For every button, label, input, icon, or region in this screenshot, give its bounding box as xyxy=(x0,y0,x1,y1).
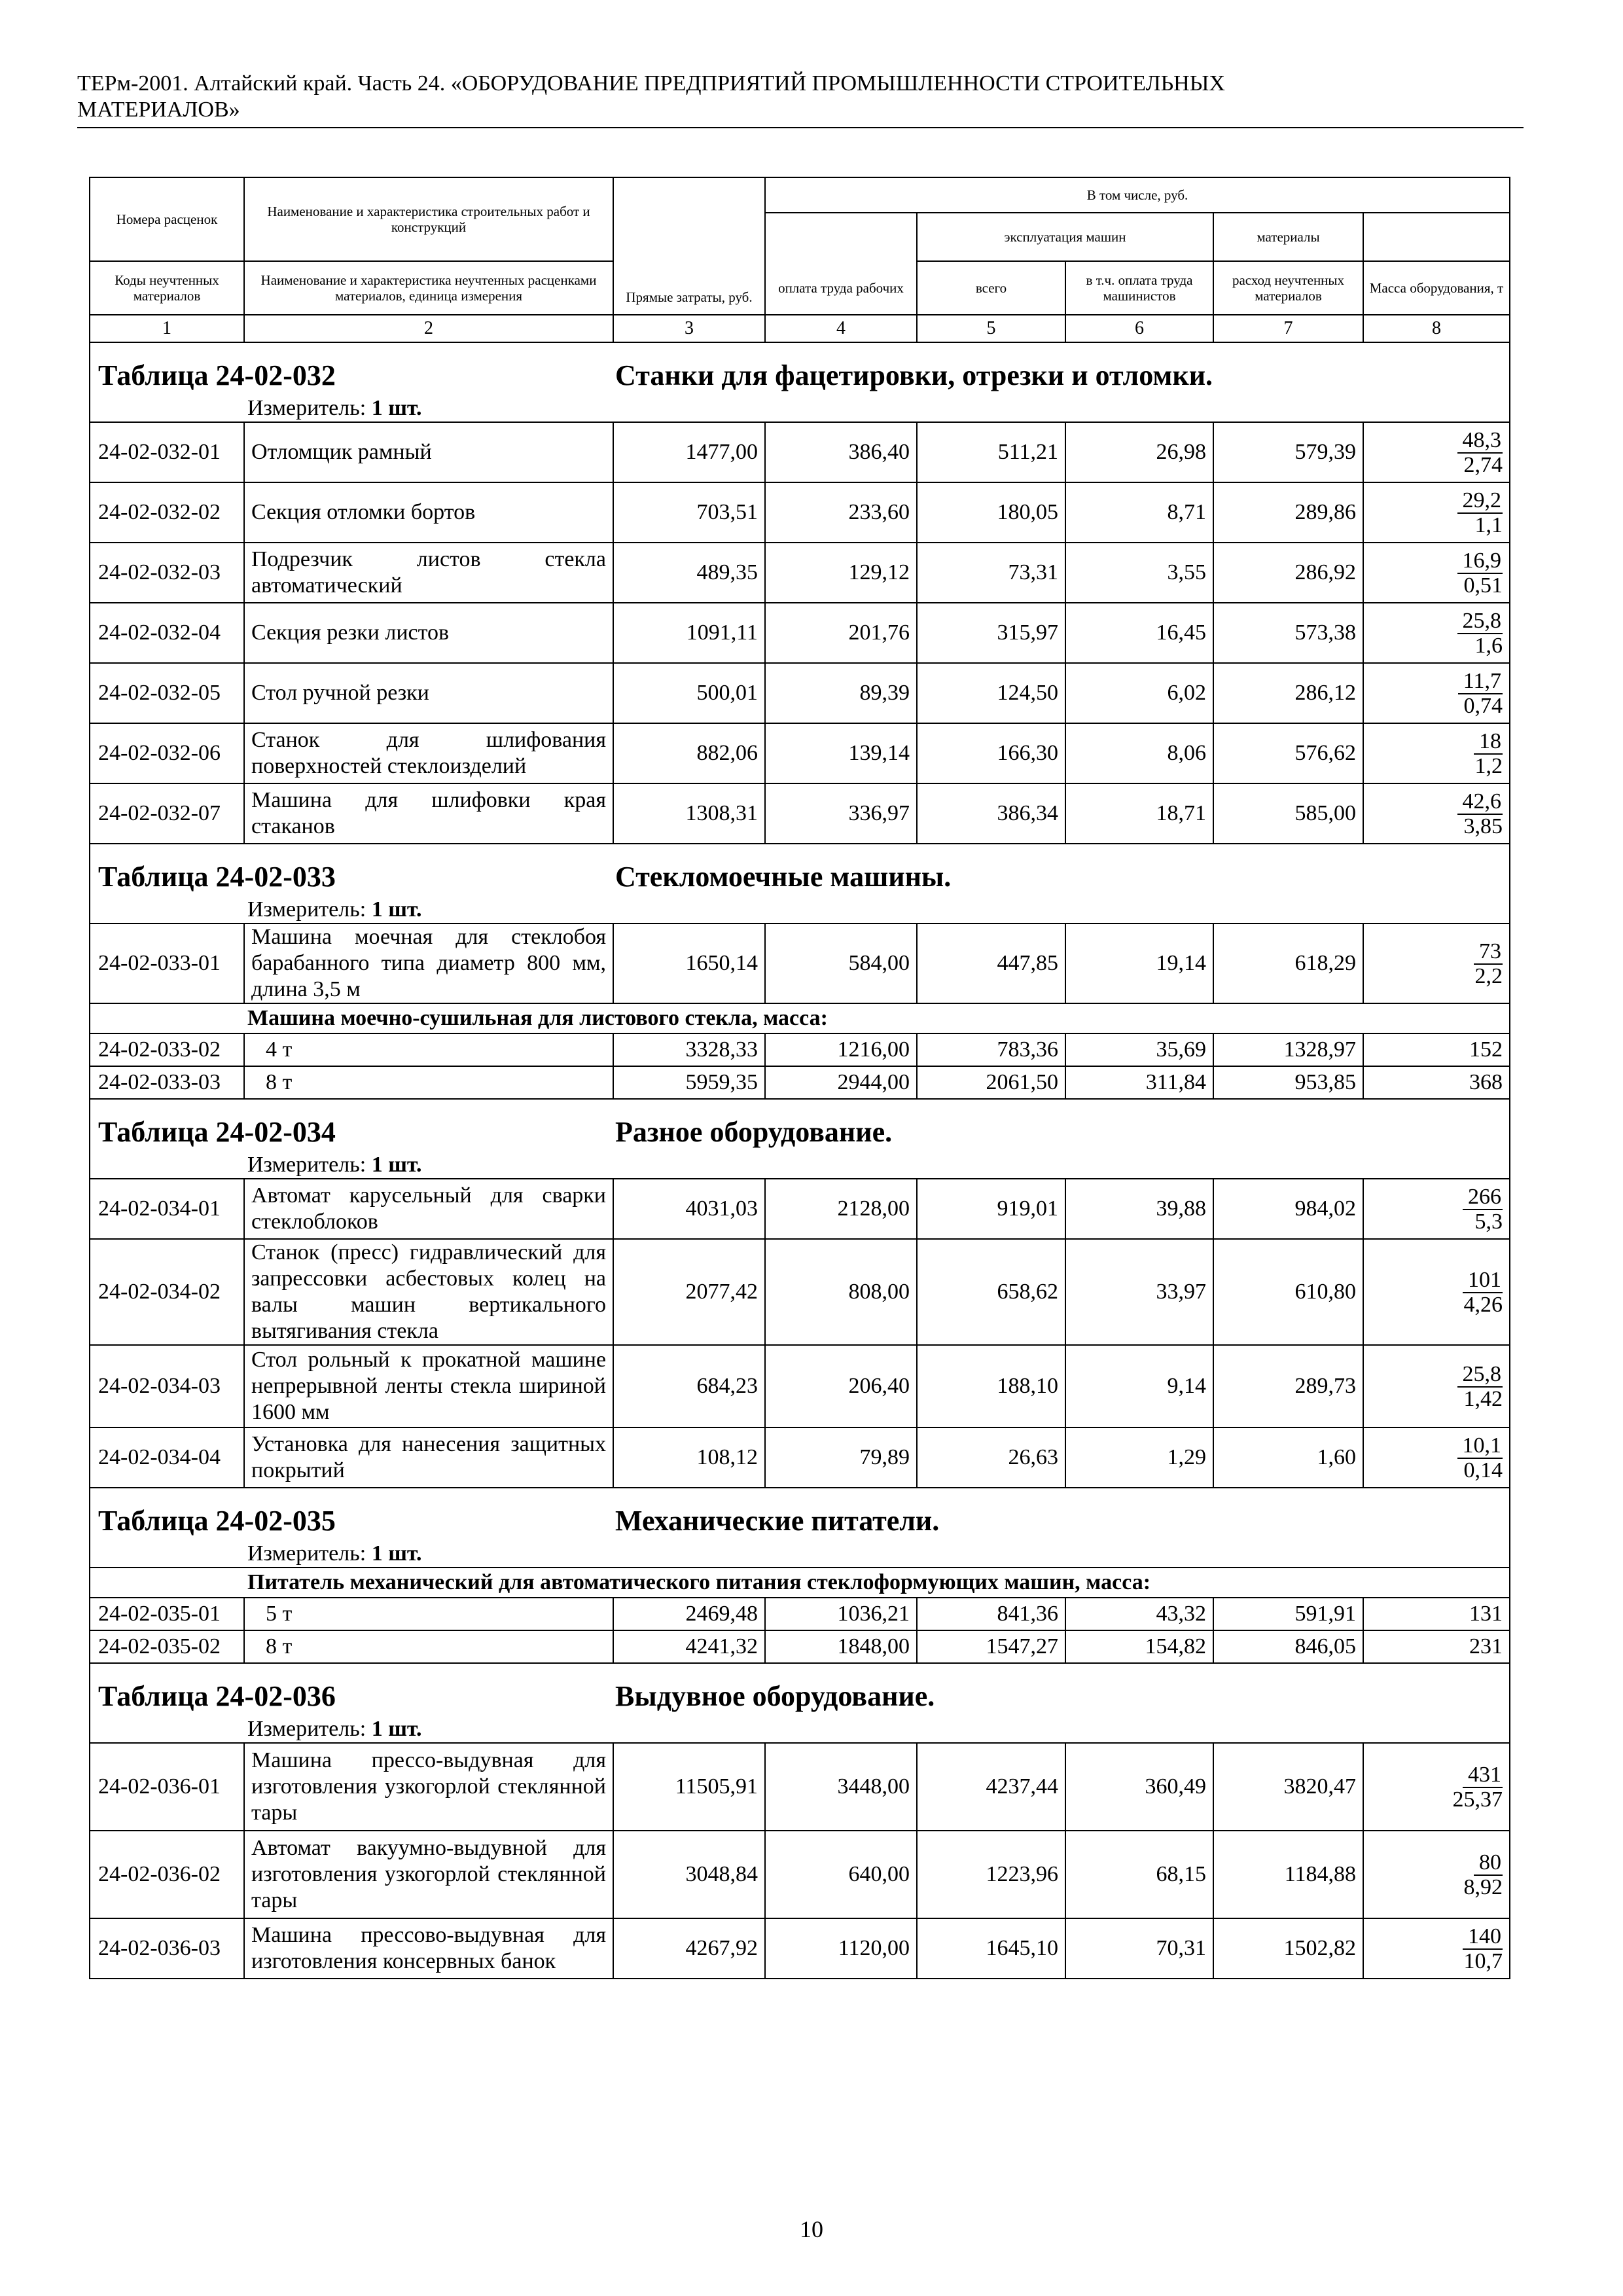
table-row xyxy=(90,422,1510,482)
direct-cost: 703,51 xyxy=(613,482,765,543)
labor-cost: 129,12 xyxy=(765,543,917,603)
labor-hours: 11,7 xyxy=(1458,670,1503,694)
direct-cost: 1650,14 xyxy=(613,924,765,1003)
labor-hours: 266 xyxy=(1463,1185,1503,1210)
measure-label: Измеритель: xyxy=(247,396,366,420)
machine-cost: 2061,50 xyxy=(917,1066,1065,1099)
materials-cost: 1184,88 xyxy=(1213,1831,1363,1918)
subgroup-row xyxy=(90,1568,1510,1598)
section-measure xyxy=(247,1541,422,1567)
equipment-mass: 8,92 xyxy=(1463,1875,1503,1899)
section-header-cell xyxy=(90,844,1510,924)
direct-cost: 4031,03 xyxy=(613,1179,765,1239)
table-row xyxy=(90,924,1510,1003)
table-row xyxy=(90,1427,1510,1488)
rate-name: Стол рольный к прокатной машине непрерывной ленты стекла шириной 1600 мм xyxy=(244,1345,613,1427)
table-head-row xyxy=(90,261,1510,315)
table-head-row xyxy=(90,177,1510,213)
rate-name: Отломщик рамный xyxy=(244,422,613,482)
labor-hours: 73 xyxy=(1474,940,1503,965)
machine-labor-cost: 19,14 xyxy=(1065,924,1213,1003)
labor-cost: 808,00 xyxy=(765,1239,917,1345)
equipment-mass: 2,2 xyxy=(1474,964,1503,988)
rate-code: 24-02-033-01 xyxy=(90,924,244,1003)
table-row xyxy=(90,1345,1510,1427)
column-number: 6 xyxy=(1065,315,1213,342)
equipment-mass: 3,85 xyxy=(1463,814,1503,838)
machine-cost: 26,63 xyxy=(917,1427,1065,1488)
machine-cost: 658,62 xyxy=(917,1239,1065,1345)
rate-code: 24-02-036-03 xyxy=(90,1918,244,1979)
machine-labor-cost: 70,31 xyxy=(1065,1918,1213,1979)
section-header-cell xyxy=(90,1488,1510,1568)
machine-cost: 386,34 xyxy=(917,783,1065,844)
labor-hours: 431 xyxy=(1463,1763,1503,1788)
labor-mass-fraction xyxy=(1363,783,1510,844)
measure-value: 1 шт. xyxy=(371,1541,422,1566)
rate-name: 4 т xyxy=(244,1033,613,1066)
head-col2-top: Наименование и характеристика строительных работ и конструкций xyxy=(244,177,613,261)
labor-mass-fraction xyxy=(1363,1239,1510,1345)
rate-code: 24-02-032-01 xyxy=(90,422,244,482)
column-number: 2 xyxy=(244,315,613,342)
page-header xyxy=(77,71,1543,123)
labor-cost: 2944,00 xyxy=(765,1066,917,1099)
rate-code: 24-02-032-05 xyxy=(90,663,244,723)
section-title: Механические питатели. xyxy=(615,1505,940,1537)
labor-hours: 25,8 xyxy=(1457,609,1503,634)
section-header-cell xyxy=(90,1099,1510,1179)
materials-cost: 576,62 xyxy=(1213,723,1363,783)
machine-cost: 919,01 xyxy=(917,1179,1065,1239)
machine-labor-cost: 154,82 xyxy=(1065,1630,1213,1663)
rate-name: 8 т xyxy=(244,1066,613,1099)
head-group: В том числе, руб. xyxy=(765,177,1510,213)
column-numbers-row xyxy=(90,315,1510,342)
machine-labor-cost: 3,55 xyxy=(1065,543,1213,603)
equipment-mass: 4,26 xyxy=(1463,1293,1503,1317)
labor-cost: 233,60 xyxy=(765,482,917,543)
equipment-mass: 0,74 xyxy=(1463,694,1503,718)
measure-label: Измеритель: xyxy=(247,1717,366,1741)
table-row xyxy=(90,1630,1510,1663)
direct-cost: 4241,32 xyxy=(613,1630,765,1663)
column-number: 8 xyxy=(1363,315,1510,342)
section-title: Выдувное оборудование. xyxy=(615,1680,935,1712)
machine-cost: 511,21 xyxy=(917,422,1065,482)
machine-cost: 447,85 xyxy=(917,924,1065,1003)
materials-cost: 289,86 xyxy=(1213,482,1363,543)
labor-cost: 1036,21 xyxy=(765,1598,917,1630)
section-title: Стекломоечные машины. xyxy=(615,861,952,893)
rate-code: 24-02-032-02 xyxy=(90,482,244,543)
materials-cost: 579,39 xyxy=(1213,422,1363,482)
rate-name: Подрезчик листов стекла автоматический xyxy=(244,543,613,603)
rate-code: 24-02-034-02 xyxy=(90,1239,244,1345)
section-number: Таблица 24-02-033 xyxy=(98,861,336,893)
head-col5: всего xyxy=(917,261,1065,315)
rate-code: 24-02-033-03 xyxy=(90,1066,244,1099)
table-row xyxy=(90,1179,1510,1239)
table-row xyxy=(90,723,1510,783)
rate-name: Машина моечная для стеклобоя барабанного типа диаметр 800 мм, длина 3,5 м xyxy=(244,924,613,1003)
equipment-mass: 10,7 xyxy=(1463,1949,1503,1973)
direct-cost: 1477,00 xyxy=(613,422,765,482)
labor-mass-fraction xyxy=(1363,543,1510,603)
header-line-2: МАТЕРИАЛОВ» xyxy=(77,98,240,122)
labor-mass-fraction xyxy=(1363,1743,1510,1831)
labor-mass-fraction xyxy=(1363,1427,1510,1488)
head-col3: Прямые затраты, руб. xyxy=(613,177,765,315)
labor-hours: 25,8 xyxy=(1457,1363,1503,1388)
section-number: Таблица 24-02-035 xyxy=(98,1505,336,1537)
section-header-row xyxy=(90,1488,1510,1568)
labor-cost: 640,00 xyxy=(765,1831,917,1918)
labor-cost: 336,97 xyxy=(765,783,917,844)
labor-cost: 1120,00 xyxy=(765,1918,917,1979)
labor-hours: 18 xyxy=(1474,730,1503,755)
materials-cost: 286,12 xyxy=(1213,663,1363,723)
rate-code: 24-02-033-02 xyxy=(90,1033,244,1066)
head-materials: материалы xyxy=(1213,213,1363,261)
column-number: 3 xyxy=(613,315,765,342)
machine-labor-cost: 311,84 xyxy=(1065,1066,1213,1099)
equipment-mass: 1,2 xyxy=(1474,754,1503,778)
labor-cost: 1216,00 xyxy=(765,1033,917,1066)
machine-cost: 315,97 xyxy=(917,603,1065,663)
column-number: 1 xyxy=(90,315,244,342)
subgroup-title: Машина моечно-сушильная для листового стекла, масса: xyxy=(90,1003,1510,1033)
rate-code: 24-02-032-06 xyxy=(90,723,244,783)
machine-cost: 73,31 xyxy=(917,543,1065,603)
rate-code: 24-02-035-01 xyxy=(90,1598,244,1630)
header-line-1: ТЕРм-2001. Алтайский край. Часть 24. «ОБОРУДОВАНИЕ ПРЕДПРИЯТИЙ ПРОМЫШЛЕННОСТИ СТРОИТЕЛЬНЫХ xyxy=(77,71,1225,96)
direct-cost: 684,23 xyxy=(613,1345,765,1427)
machine-labor-cost: 1,29 xyxy=(1065,1427,1213,1488)
table-row xyxy=(90,1066,1510,1099)
head-col8-bottom: Масса оборудования, т xyxy=(1363,261,1510,315)
machine-cost: 4237,44 xyxy=(917,1743,1065,1831)
measure-value: 1 шт. xyxy=(371,897,422,922)
labor-mass-fraction xyxy=(1363,603,1510,663)
machine-labor-cost: 9,14 xyxy=(1065,1345,1213,1427)
subgroup-title: Питатель механический для автоматического питания стеклоформующих машин, масса: xyxy=(90,1568,1510,1598)
section-header-cell xyxy=(90,1663,1510,1743)
labor-mass-fraction xyxy=(1363,723,1510,783)
labor-hours: 48,3 xyxy=(1457,429,1503,454)
rate-code: 24-02-034-04 xyxy=(90,1427,244,1488)
machine-cost: 188,10 xyxy=(917,1345,1065,1427)
rate-name: Секция отломки бортов xyxy=(244,482,613,543)
equipment-mass: 231 xyxy=(1363,1630,1510,1663)
measure-label: Измеритель: xyxy=(247,1153,366,1177)
machine-cost: 180,05 xyxy=(917,482,1065,543)
machine-cost: 1223,96 xyxy=(917,1831,1065,1918)
machine-labor-cost: 6,02 xyxy=(1065,663,1213,723)
rate-name: Станок (пресс) гидравлический для запрессовки асбестовых колец на валы машин вертикального вытягивания стекла xyxy=(244,1239,613,1345)
machine-labor-cost: 43,32 xyxy=(1065,1598,1213,1630)
labor-cost: 1848,00 xyxy=(765,1630,917,1663)
materials-cost: 610,80 xyxy=(1213,1239,1363,1345)
machine-cost: 1547,27 xyxy=(917,1630,1065,1663)
labor-mass-fraction xyxy=(1363,482,1510,543)
rate-code: 24-02-032-03 xyxy=(90,543,244,603)
header-rule xyxy=(77,127,1524,128)
section-header-row xyxy=(90,844,1510,924)
rate-code: 24-02-034-01 xyxy=(90,1179,244,1239)
head-col4: оплата труда рабочих xyxy=(765,261,917,315)
equipment-mass: 0,51 xyxy=(1463,573,1503,598)
section-title: Разное оборудование. xyxy=(615,1116,893,1148)
rate-name: Машина прессово-выдувная для изготовления консервных банок xyxy=(244,1918,613,1979)
equipment-mass: 25,37 xyxy=(1452,1787,1503,1812)
labor-mass-fraction xyxy=(1363,1831,1510,1918)
machine-labor-cost: 68,15 xyxy=(1065,1831,1213,1918)
section-number: Таблица 24-02-036 xyxy=(98,1680,336,1712)
measure-label: Измеритель: xyxy=(247,897,366,922)
head-col7: расход неучтенных материалов xyxy=(1213,261,1363,315)
labor-cost: 206,40 xyxy=(765,1345,917,1427)
table-row xyxy=(90,783,1510,844)
head-col1-bottom: Коды неучтенных материалов xyxy=(90,261,244,315)
materials-cost: 585,00 xyxy=(1213,783,1363,844)
machine-cost: 841,36 xyxy=(917,1598,1065,1630)
table-row xyxy=(90,1598,1510,1630)
labor-cost: 2128,00 xyxy=(765,1179,917,1239)
materials-cost: 286,92 xyxy=(1213,543,1363,603)
direct-cost: 2469,48 xyxy=(613,1598,765,1630)
direct-cost: 3328,33 xyxy=(613,1033,765,1066)
table-row xyxy=(90,482,1510,543)
machine-labor-cost: 8,71 xyxy=(1065,482,1213,543)
direct-cost: 5959,35 xyxy=(613,1066,765,1099)
equipment-mass: 131 xyxy=(1363,1598,1510,1630)
equipment-mass: 1,1 xyxy=(1474,513,1503,537)
labor-cost: 3448,00 xyxy=(765,1743,917,1831)
rate-code: 24-02-032-04 xyxy=(90,603,244,663)
machine-labor-cost: 35,69 xyxy=(1065,1033,1213,1066)
table-row xyxy=(90,1918,1510,1979)
rate-name: Секция резки листов xyxy=(244,603,613,663)
head-col1-top: Номера расценок xyxy=(90,177,244,261)
direct-cost: 108,12 xyxy=(613,1427,765,1488)
column-number: 5 xyxy=(917,315,1065,342)
machine-cost: 124,50 xyxy=(917,663,1065,723)
section-measure xyxy=(247,1152,422,1178)
table-row xyxy=(90,603,1510,663)
machine-labor-cost: 33,97 xyxy=(1065,1239,1213,1345)
section-header-cell xyxy=(90,342,1510,422)
head-col6: в т.ч. оплата труда машинистов xyxy=(1065,261,1213,315)
table-row xyxy=(90,543,1510,603)
direct-cost: 3048,84 xyxy=(613,1831,765,1918)
labor-mass-fraction xyxy=(1363,1345,1510,1427)
labor-mass-fraction xyxy=(1363,422,1510,482)
rate-name: Машина прессо-выдувная для изготовления узкогорлой стеклянной тары xyxy=(244,1743,613,1831)
column-number: 7 xyxy=(1213,315,1363,342)
table-row xyxy=(90,1743,1510,1831)
rate-code: 24-02-035-02 xyxy=(90,1630,244,1663)
labor-cost: 89,39 xyxy=(765,663,917,723)
equipment-mass: 5,3 xyxy=(1474,1210,1503,1234)
labor-cost: 386,40 xyxy=(765,422,917,482)
materials-cost: 591,91 xyxy=(1213,1598,1363,1630)
measure-value: 1 шт. xyxy=(371,1717,422,1741)
page-number: 10 xyxy=(800,2216,823,2242)
table-row xyxy=(90,1831,1510,1918)
table-row xyxy=(90,1033,1510,1066)
rate-name: Стол ручной резки xyxy=(244,663,613,723)
machine-labor-cost: 16,45 xyxy=(1065,603,1213,663)
labor-hours: 80 xyxy=(1474,1851,1503,1876)
equipment-mass: 0,14 xyxy=(1463,1458,1503,1482)
labor-hours: 101 xyxy=(1463,1268,1503,1293)
column-number: 4 xyxy=(765,315,917,342)
section-measure xyxy=(247,897,422,923)
materials-cost: 846,05 xyxy=(1213,1630,1363,1663)
rate-code: 24-02-034-03 xyxy=(90,1345,244,1427)
direct-cost: 489,35 xyxy=(613,543,765,603)
rate-name: Автомат карусельный для сварки стеклоблоков xyxy=(244,1179,613,1239)
labor-mass-fraction xyxy=(1363,1179,1510,1239)
materials-cost: 984,02 xyxy=(1213,1179,1363,1239)
section-header-row xyxy=(90,342,1510,422)
equipment-mass: 152 xyxy=(1363,1033,1510,1066)
labor-hours: 29,2 xyxy=(1457,489,1503,514)
measure-value: 1 шт. xyxy=(371,1153,422,1177)
machine-cost: 1645,10 xyxy=(917,1918,1065,1979)
measure-value: 1 шт. xyxy=(371,396,422,420)
machine-labor-cost: 39,88 xyxy=(1065,1179,1213,1239)
rate-name: Станок для шлифования поверхностей стеклоизделий xyxy=(244,723,613,783)
section-number: Таблица 24-02-032 xyxy=(98,359,336,391)
labor-mass-fraction xyxy=(1363,663,1510,723)
section-header-row xyxy=(90,1099,1510,1179)
materials-cost: 618,29 xyxy=(1213,924,1363,1003)
rate-code: 24-02-036-02 xyxy=(90,1831,244,1918)
machine-cost: 166,30 xyxy=(917,723,1065,783)
machine-labor-cost: 18,71 xyxy=(1065,783,1213,844)
materials-cost: 1328,97 xyxy=(1213,1033,1363,1066)
rate-name: Машина для шлифовки края стаканов xyxy=(244,783,613,844)
labor-cost: 201,76 xyxy=(765,603,917,663)
labor-hours: 140 xyxy=(1463,1925,1503,1950)
measure-label: Измеритель: xyxy=(247,1541,366,1566)
section-measure xyxy=(247,395,422,422)
section-title: Станки для фацетировки, отрезки и отломки. xyxy=(615,359,1213,391)
direct-cost: 11505,91 xyxy=(613,1743,765,1831)
table-row xyxy=(90,663,1510,723)
head-machines: эксплуатация машин xyxy=(917,213,1213,261)
materials-cost: 289,73 xyxy=(1213,1345,1363,1427)
labor-hours: 10,1 xyxy=(1457,1434,1503,1459)
materials-cost: 953,85 xyxy=(1213,1066,1363,1099)
labor-mass-fraction xyxy=(1363,1918,1510,1979)
materials-cost: 1,60 xyxy=(1213,1427,1363,1488)
section-number: Таблица 24-02-034 xyxy=(98,1116,336,1148)
materials-cost: 1502,82 xyxy=(1213,1918,1363,1979)
equipment-mass: 368 xyxy=(1363,1066,1510,1099)
rates-table xyxy=(89,177,1510,1979)
labor-cost: 79,89 xyxy=(765,1427,917,1488)
head-col2-bottom: Наименование и характеристика неучтенных расценками материалов, единица измерения xyxy=(244,261,613,315)
table-row xyxy=(90,1239,1510,1345)
rate-code: 24-02-032-07 xyxy=(90,783,244,844)
direct-cost: 2077,42 xyxy=(613,1239,765,1345)
subgroup-row xyxy=(90,1003,1510,1033)
materials-cost: 3820,47 xyxy=(1213,1743,1363,1831)
section-measure xyxy=(247,1716,422,1742)
direct-cost: 1091,11 xyxy=(613,603,765,663)
machine-labor-cost: 8,06 xyxy=(1065,723,1213,783)
rate-name: Установка для нанесения защитных покрытий xyxy=(244,1427,613,1488)
labor-mass-fraction xyxy=(1363,924,1510,1003)
labor-hours: 42,6 xyxy=(1457,790,1503,815)
equipment-mass: 1,6 xyxy=(1474,634,1503,658)
rate-name: 8 т xyxy=(244,1630,613,1663)
equipment-mass: 2,74 xyxy=(1463,453,1503,477)
direct-cost: 4267,92 xyxy=(613,1918,765,1979)
materials-cost: 573,38 xyxy=(1213,603,1363,663)
rate-name: 5 т xyxy=(244,1598,613,1630)
direct-cost: 882,06 xyxy=(613,723,765,783)
rate-name: Автомат вакуумно-выдувной для изготовления узкогорлой стеклянной тары xyxy=(244,1831,613,1918)
labor-cost: 584,00 xyxy=(765,924,917,1003)
machine-cost: 783,36 xyxy=(917,1033,1065,1066)
rate-code: 24-02-036-01 xyxy=(90,1743,244,1831)
machine-labor-cost: 26,98 xyxy=(1065,422,1213,482)
machine-labor-cost: 360,49 xyxy=(1065,1743,1213,1831)
labor-hours: 16,9 xyxy=(1457,549,1503,574)
equipment-mass: 1,42 xyxy=(1463,1387,1503,1411)
direct-cost: 1308,31 xyxy=(613,783,765,844)
direct-cost: 500,01 xyxy=(613,663,765,723)
section-header-row xyxy=(90,1663,1510,1743)
head-col4-blank xyxy=(765,213,917,261)
labor-cost: 139,14 xyxy=(765,723,917,783)
